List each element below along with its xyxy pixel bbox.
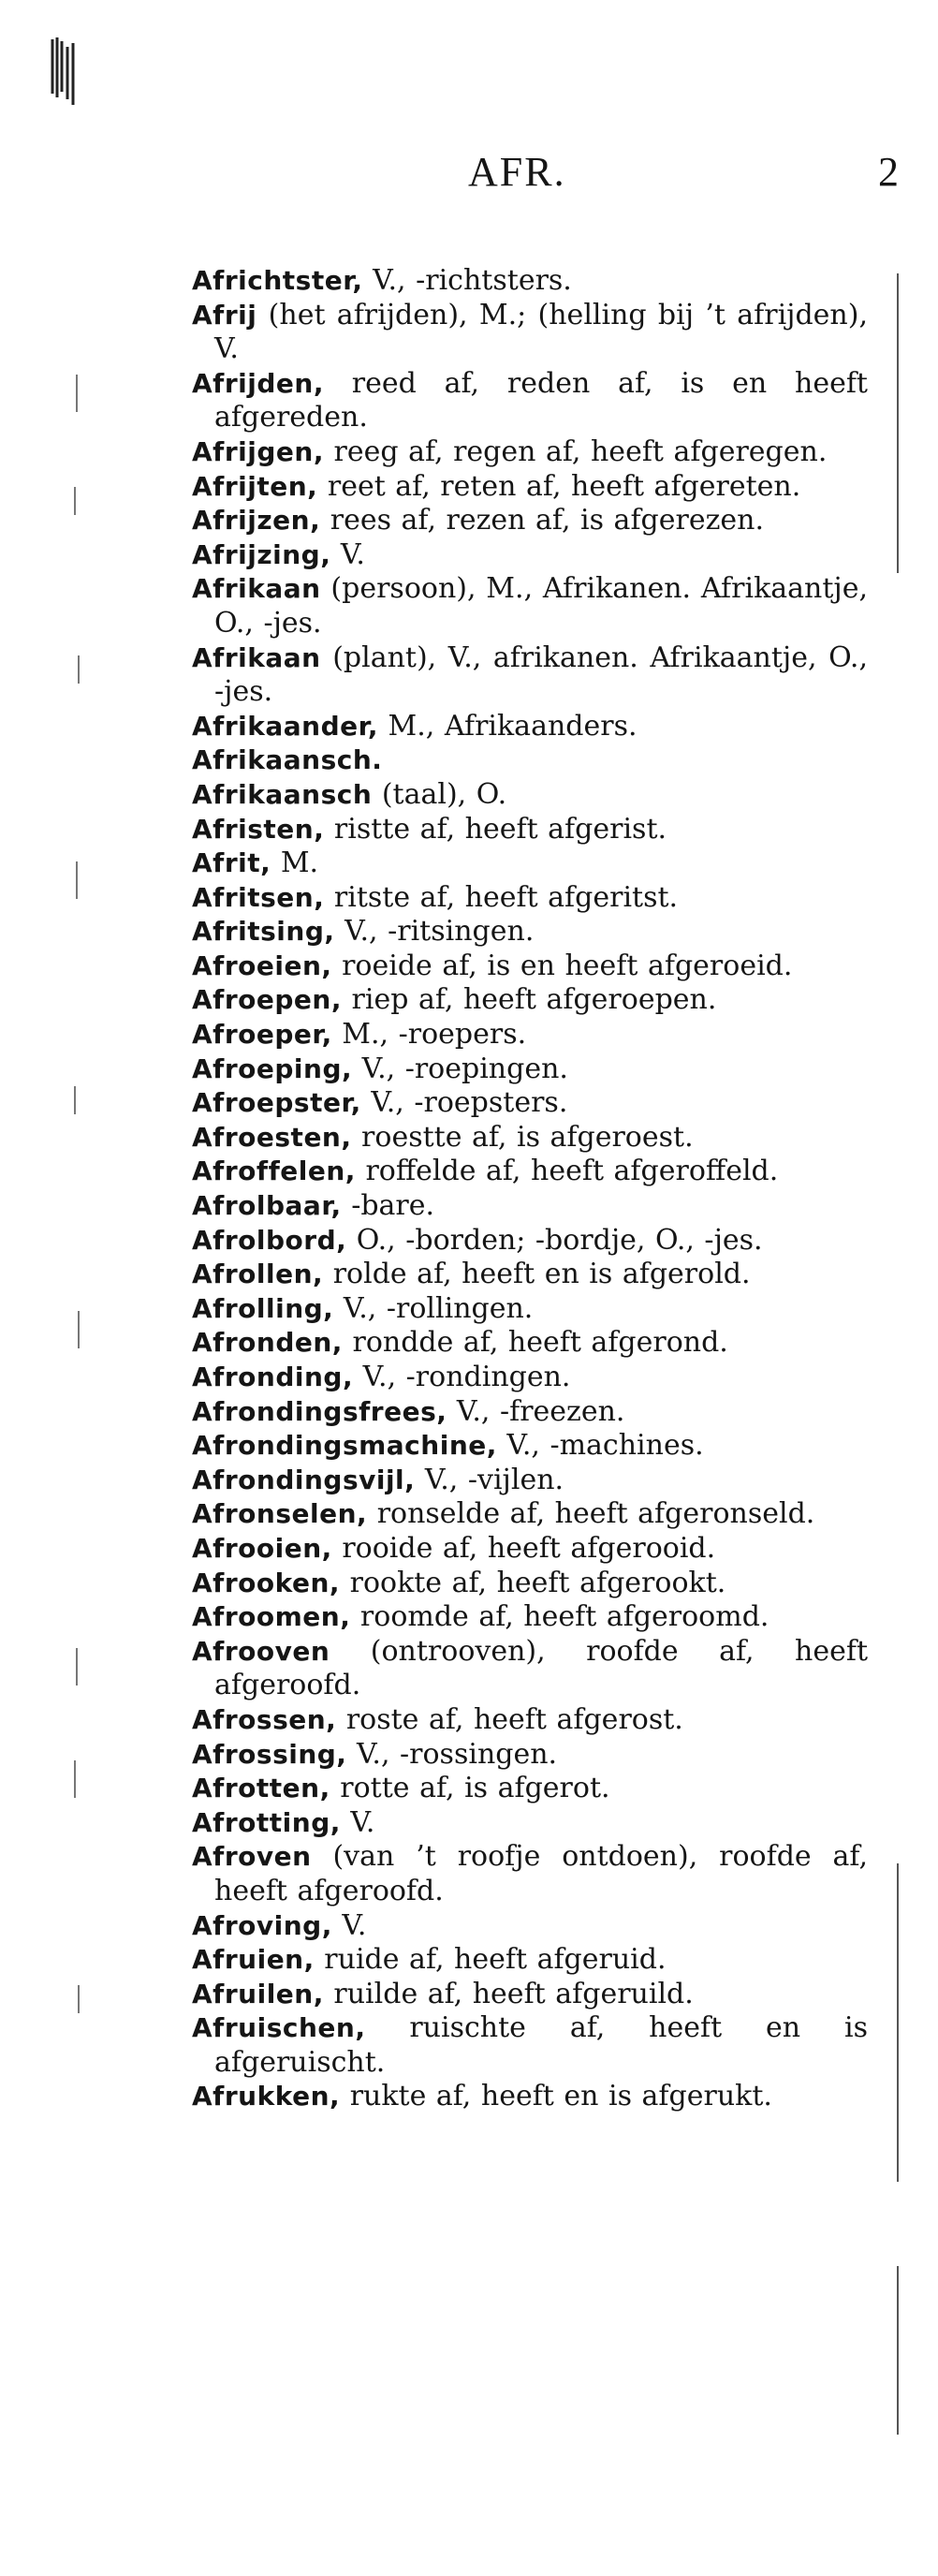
entry-headword: Afroffelen, xyxy=(192,1156,356,1187)
dictionary-entry xyxy=(192,1703,868,1738)
entry-headword: Afrijzing, xyxy=(192,538,331,570)
entry-definition: reet af, reten af, heeft afgereten. xyxy=(317,469,801,503)
entry-definition: roeide af, is en heeft afgeroeid. xyxy=(331,949,793,982)
entry-headword: Afronding, xyxy=(192,1362,354,1392)
dictionary-entry xyxy=(192,813,868,847)
entry-headword: Afruilen, xyxy=(192,1978,324,2009)
entry-definition: V., -roepingen. xyxy=(352,1052,568,1085)
entry-headword: Afrolling, xyxy=(192,1292,334,1324)
entry-definition: (het afrijden), M.; (helling bij ’t afrijden), V. xyxy=(214,298,868,366)
entry-definition: rukte af, heeft en is afgerukt. xyxy=(340,2080,772,2113)
dictionary-entry xyxy=(192,641,868,710)
entry-headword: Afrolbaar, xyxy=(192,1190,342,1222)
dictionary-entry xyxy=(192,367,868,435)
dictionary-entry xyxy=(192,710,868,744)
entry-headword: Afrikaan xyxy=(192,573,321,605)
dictionary-entry xyxy=(192,1464,868,1498)
dictionary-entry xyxy=(192,1395,868,1430)
entry-definition: ruide af, heeft afgeruid. xyxy=(314,1943,667,1977)
entry-definition: M., -roepers. xyxy=(331,1018,527,1052)
entry-definition: rondde af, heeft afgerond. xyxy=(342,1326,728,1360)
dictionary-entry xyxy=(192,915,868,949)
dictionary-entry xyxy=(192,1978,868,2012)
entry-headword: Afrikaansch xyxy=(192,778,373,810)
entry-headword: Afroeping, xyxy=(192,1052,353,1084)
entry-definition: V. xyxy=(340,1805,375,1839)
left-margin-marks xyxy=(66,375,94,2154)
entry-definition: rolde af, heeft en is afgerold. xyxy=(323,1258,751,1291)
entry-definition: reeg af, regen af, heeft afgeregen. xyxy=(323,434,828,468)
entry-headword: Afroomen, xyxy=(192,1601,351,1633)
entry-headword: Afruischen, xyxy=(192,2012,366,2044)
entry-definition: riep af, heeft afgeroepen. xyxy=(342,983,717,1017)
entry-definition: V., -roepsters. xyxy=(360,1086,568,1120)
entry-definition: M., Afrikaanders. xyxy=(377,709,638,743)
entry-definition: V. xyxy=(331,1908,367,1942)
dictionary-entry xyxy=(192,1635,868,1703)
entry-definition: V., -vijlen. xyxy=(415,1463,564,1496)
entry-definition: V., -richtsters. xyxy=(362,264,572,297)
dictionary-entry xyxy=(192,1532,868,1567)
entry-headword: Afrossing, xyxy=(192,1738,347,1770)
entry-headword: Afrikaander, xyxy=(192,710,378,742)
dictionary-entry xyxy=(192,1567,868,1601)
entry-definition: (ontrooven), roofde af, heeft afgeroofd. xyxy=(214,1634,868,1702)
entry-headword: Afrijten, xyxy=(192,470,318,502)
entry-headword: Afrijzen, xyxy=(192,505,321,537)
entry-headword: Afrooven xyxy=(192,1635,330,1667)
entry-headword: Afroeien, xyxy=(192,949,332,981)
entry-definition: ritste af, heeft afgeritst. xyxy=(324,880,679,914)
entry-headword: Afrukken, xyxy=(192,2081,341,2112)
dictionary-entry xyxy=(192,1840,868,1908)
entry-definition: roomde af, heeft afgeroomd. xyxy=(350,1600,769,1634)
entry-definition: M. xyxy=(271,846,319,880)
dictionary-entry xyxy=(192,299,868,367)
dictionary-entry xyxy=(192,1600,868,1635)
entry-headword: Afrit, xyxy=(192,847,271,879)
dictionary-entry xyxy=(192,1943,868,1978)
dictionary-entry xyxy=(192,881,868,916)
entry-headword: Afrikaan xyxy=(192,641,321,673)
dictionary-entry xyxy=(192,1121,868,1156)
entry-definition: ruischte af, heeft en is afgeruischt. xyxy=(214,2011,868,2079)
dictionary-entry xyxy=(192,264,868,299)
entry-headword: Afrij xyxy=(192,299,257,331)
dictionary-entry xyxy=(192,1086,868,1121)
entry-definition: V., -rossingen. xyxy=(346,1737,558,1771)
entry-definition: roffelde af, heeft afgeroffeld. xyxy=(355,1155,779,1188)
entry-headword: Afrikaansch. xyxy=(192,744,383,776)
entry-definition: rookte af, heeft afgerookt. xyxy=(340,1566,726,1599)
dictionary-entry xyxy=(192,949,868,984)
entry-headword: Afronden, xyxy=(192,1327,343,1359)
page-number: 2 xyxy=(878,149,899,195)
entry-headword: Afritsen, xyxy=(192,881,325,913)
entry-headword: Afrondingsfrees, xyxy=(192,1395,447,1427)
dictionary-entry xyxy=(192,1292,868,1327)
right-column-rule xyxy=(897,273,899,573)
entry-definition: O., -borden; -bordje, O., -jes. xyxy=(346,1223,763,1257)
entry-definition: rees af, rezen af, is afgerezen. xyxy=(320,504,765,537)
dictionary-entry xyxy=(192,572,868,640)
entry-definition: roste af, heeft afgerost. xyxy=(336,1702,683,1736)
entry-headword: Afrollen, xyxy=(192,1259,324,1290)
dictionary-entry xyxy=(192,1497,868,1532)
dictionary-entry xyxy=(192,1806,868,1841)
dictionary-entry xyxy=(192,1258,868,1292)
entry-definition: V., -ritsingen. xyxy=(334,915,535,949)
entry-headword: Afristen, xyxy=(192,813,325,845)
dictionary-entry xyxy=(192,1429,868,1464)
entry-definition: V., -machines. xyxy=(496,1429,704,1463)
entry-definition: (plant), V., afrikanen. Afrikaantje, O., -jes. xyxy=(214,640,868,709)
dictionary-entry xyxy=(192,1052,868,1087)
entry-headword: Afrijgen, xyxy=(192,435,324,467)
entry-headword: Afrooien, xyxy=(192,1532,332,1564)
entry-definition: rotte af, is afgerot. xyxy=(330,1772,610,1805)
dictionary-entry xyxy=(192,1189,868,1224)
dictionary-entry xyxy=(192,504,868,538)
corner-scan-mark xyxy=(49,37,79,112)
entry-headword: Afrolbord, xyxy=(192,1224,347,1256)
entry-headword: Afruien, xyxy=(192,1944,315,1976)
entry-headword: Afronselen, xyxy=(192,1498,368,1530)
dictionary-entry xyxy=(192,846,868,881)
entry-headword: Afrondingsmachine, xyxy=(192,1430,497,1462)
entry-headword: Afrotten, xyxy=(192,1773,330,1804)
dictionary-entry xyxy=(192,538,868,573)
entry-headword: Afrijden, xyxy=(192,367,324,399)
entry-definition: reed af, reden af, is en heeft afgereden. xyxy=(214,366,868,434)
dictionary-entry xyxy=(192,1326,868,1361)
entry-definition: (taal), O. xyxy=(372,777,507,811)
dictionary-entry xyxy=(192,470,868,505)
dictionary-entry xyxy=(192,743,868,778)
right-column-rule xyxy=(897,2266,899,2435)
dictionary-entry xyxy=(192,778,868,813)
dictionary-entry xyxy=(192,1155,868,1189)
dictionary-entry xyxy=(192,1224,868,1259)
entry-definition: -bare. xyxy=(341,1189,435,1223)
entry-headword: Afroepster, xyxy=(192,1087,361,1119)
entry-headword: Africhtster, xyxy=(192,265,363,296)
entry-definition: ruilde af, heeft afgeruild. xyxy=(323,1977,694,2010)
right-column-rule xyxy=(897,1863,899,2182)
entry-headword: Afrossen, xyxy=(192,1703,337,1735)
entry-definition: (van ’t roofje ontdoen), roofde af, heeft afgeroofd. xyxy=(214,1840,868,1907)
entry-headword: Afroving, xyxy=(192,1909,332,1941)
entry-definition: V. xyxy=(330,537,365,571)
dictionary-entry xyxy=(192,1772,868,1806)
dictionary-entry xyxy=(192,435,868,470)
running-head: AFR. xyxy=(468,149,566,195)
entry-headword: Afroepen, xyxy=(192,984,342,1016)
dictionary-entry xyxy=(192,2080,868,2114)
entry-headword: Afritsing, xyxy=(192,916,335,948)
entry-definition: ristte af, heeft afgerist. xyxy=(324,812,667,846)
entry-definition: roestte af, is afgeroest. xyxy=(351,1120,694,1154)
dictionary-entry xyxy=(192,1738,868,1773)
dictionary-entry xyxy=(192,1018,868,1052)
entry-headword: Afrondingsvijl, xyxy=(192,1464,416,1495)
dictionary-entry xyxy=(192,1909,868,1944)
entry-definition: V., -rollingen. xyxy=(333,1291,534,1325)
dictionary-entry xyxy=(192,983,868,1018)
entry-definition: V., -freezen. xyxy=(447,1394,625,1428)
entry-headword: Afrotting, xyxy=(192,1806,341,1838)
dictionary-entry xyxy=(192,1361,868,1395)
entry-headword: Afroesten, xyxy=(192,1121,352,1153)
entry-definition: ronselde af, heeft afgeronseld. xyxy=(367,1497,815,1531)
entry-definition: V., -rondingen. xyxy=(353,1361,571,1393)
dictionary-entry xyxy=(192,2011,868,2080)
entry-headword: Afroeper, xyxy=(192,1019,332,1051)
dictionary-entry-list xyxy=(192,264,868,2114)
entry-definition: (persoon), M., Afrikanen. Afrikaantje, O., -jes. xyxy=(214,572,868,640)
entry-headword: Afrooken, xyxy=(192,1567,341,1598)
entry-definition: rooide af, heeft afgerooid. xyxy=(331,1531,716,1565)
entry-headword: Afroven xyxy=(192,1841,312,1873)
